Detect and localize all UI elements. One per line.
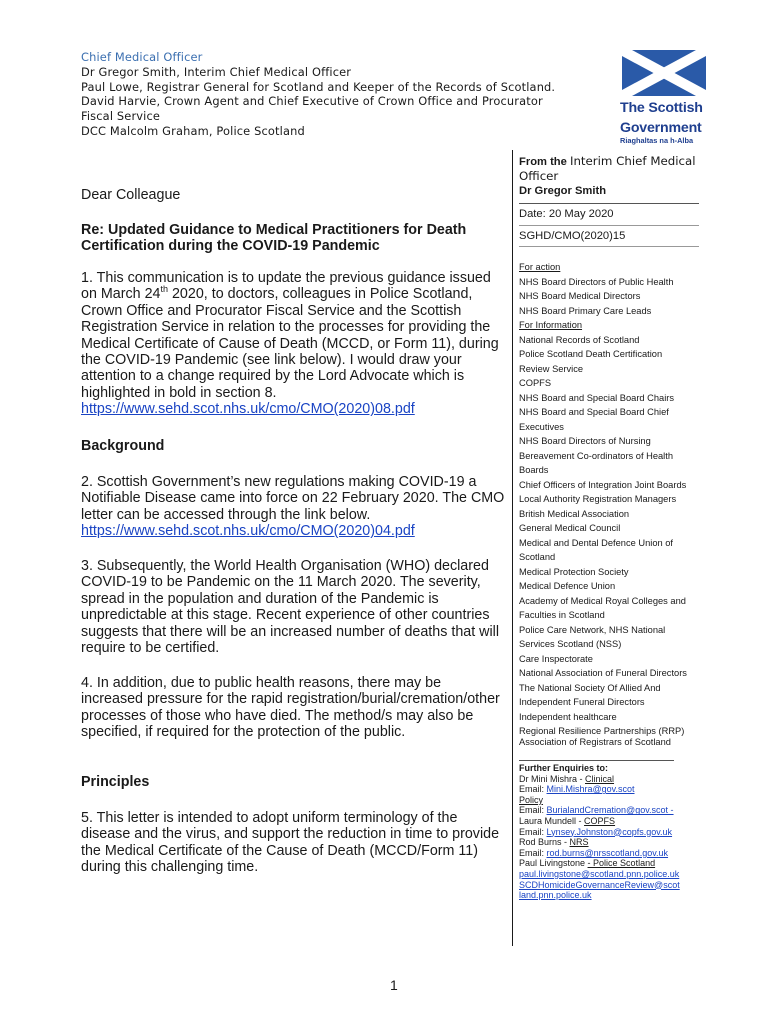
paragraph-5: 5. This letter is intended to adopt uniform terminology of the disease and the virus, and support the reduction in time to provide the Medical Certificate of the Cause of Death (MCCD/Form 11) during this challenging time.: [81, 810, 500, 876]
list-item: Boards: [519, 465, 549, 475]
for-information-heading: For Information: [519, 320, 583, 330]
list-item: Regional Resilience Partnerships (RRP): [519, 726, 685, 736]
saltire-flag-icon: [622, 50, 706, 96]
list-item: Medical Defence Union: [519, 581, 616, 591]
recipient-line: Paul Lowe, Registrar General for Scotland and Keeper of the Records of Scotland.: [81, 79, 556, 94]
list-item: British Medical Association: [519, 508, 630, 519]
subject-line: Re: Updated Guidance to Medical Practitioners for Death: [81, 222, 467, 238]
column-divider: [512, 150, 513, 946]
recipient-line: DCC Malcolm Graham, Police Scotland: [81, 123, 305, 138]
divider: [519, 246, 699, 247]
recipient-line: Fiscal Service: [81, 109, 161, 124]
scottish-government-logo: [620, 50, 706, 145]
office-title: Chief Medical Officer: [81, 50, 203, 64]
list-item: Bereavement Co-ordinators of Health: [519, 450, 673, 461]
paragraph-4: 4. In addition, due to public health reasons, there may be increased pressure for the rapid registration/burial/cremation/other processes of those who have died. The method/s may also be specified, if required for the protection of the public.: [81, 675, 500, 741]
list-item: Medical and Dental Defence Union of: [519, 537, 674, 548]
divider: [519, 225, 699, 226]
subject-line: Certification during the COVID-19 Pandemic: [81, 238, 380, 255]
distribution-list: [519, 260, 709, 748]
scd-email-link-cont[interactable]: land.pnn.police.uk: [519, 890, 592, 901]
recipient-line: David Harvie, Crown Agent and Chief Executive of Crown Office and Procurator: [81, 94, 543, 109]
salutation: Dear Colleague: [81, 187, 181, 203]
for-action-heading: For action: [519, 262, 561, 272]
subject: [81, 222, 506, 255]
list-item: The National Society Of Allied And: [519, 682, 661, 693]
list-item: Medical Protection Society: [519, 566, 629, 577]
logo-line-1: The Scottish: [620, 100, 703, 116]
paragraph-1: 1. This communication is to update the previous guidance issued on March 24th 2020, to doctors, colleagues in Police Scotland, Crown Office and Procurator Fiscal Service and the Scottish Registration Service in relation to the processes for providing the Medical Certificate of Cause of Death (MCCD, or Form 11), during the COVID-19 Pandemic (see link below). I would draw your attention to a change required by the Lord Advocate which is highlighted in bold in section 8. https://www.sehd.scot.nhs.uk/cmo/CMO(2020)08.pdf: [81, 270, 499, 418]
copfs-email-link[interactable]: Lynsey.Johnston@copfs.gov.uk: [546, 826, 673, 837]
list-item: Police Scotland Death Certification: [519, 349, 663, 359]
list-item: Independent Funeral Directors: [519, 697, 645, 707]
list-item: NHS Board and Special Board Chief: [519, 407, 669, 417]
list-item: Review Service: [519, 363, 584, 374]
paragraph-3: 3. Subsequently, the World Health Organisation (WHO) declared COVID-19 to be Pandemic on the 11 March 2020. The severity, spread in the population and duration of the Pandemic is unpredictable at this stage. Recent experience of other countries suggests that there will be an increased number of deaths that will require to be certified.: [81, 558, 500, 657]
divider: [519, 203, 699, 204]
list-item: General Medical Council: [519, 523, 621, 533]
list-item: NHS Board Directors of Public Health: [519, 276, 674, 287]
list-item: Chief Officers of Integration Joint Boards: [519, 479, 687, 490]
further-enquiries: Further Enquiries to: Dr Mini Mishra - Clinical Email: Mini.Mishra@gov.scot Policy Email: BurialandCremation@gov.scot - Laura Mundell - COPFS Email: Lynsey.Johnston@copfs.gov.uk Rod Burns - NRS Email: rod.burns@nrsscotland.gov.uk Paul Livingstone - Police Scotland paul.livingstone@scotland.pnn.police.uk SCDHomicideGovernanceReview@scot land.pnn.police.uk: [519, 763, 709, 901]
list-item: Executives: [519, 421, 564, 432]
list-item: Scotland: [519, 552, 556, 562]
from-block: From the Interim Chief Medical Officer Dr Gregor Smith Date: 20 May 2020 SGHD/CMO(2020)15: [519, 154, 709, 247]
recipient-line: Dr Gregor Smith, Interim Chief Medical Officer: [81, 64, 352, 79]
paragraph-2: 2. Scottish Government’s new regulations making COVID-19 a Notifiable Disease came into force on 22 February 2020. The CMO letter can be accessed through the link below. https://www.sehd.scot.nhs.uk/cmo/CMO(2020)04.pdf: [81, 474, 505, 540]
list-item: National Association of Funeral Directors: [519, 668, 687, 678]
list-item: NHS Board and Special Board Chairs: [519, 392, 675, 403]
sender-name: Dr Gregor Smith: [519, 184, 607, 197]
cmo-2020-08-link[interactable]: https://www.sehd.scot.nhs.uk/cmo/CMO(2020)08.pdf: [81, 401, 415, 418]
list-item: National Records of Scotland: [519, 334, 640, 345]
list-item: Independent healthcare: [519, 711, 617, 722]
logo-line-3: Riaghaltas na h-Alba: [620, 136, 694, 145]
scd-email-link[interactable]: SCDHomicideGovernanceReview@scot: [519, 879, 680, 890]
letter-reference: SGHD/CMO(2020)15: [519, 229, 626, 242]
list-item: Association of Registrars of Scotland: [519, 737, 671, 747]
list-item: Police Care Network, NHS National: [519, 624, 666, 635]
list-item: COPFS: [519, 378, 552, 388]
letter-date: Date: 20 May 2020: [519, 208, 614, 221]
enquiries-heading: Further Enquiries to:: [519, 763, 609, 773]
list-item: Faculties in Scotland: [519, 610, 605, 620]
logo-line-2: Government: [620, 120, 702, 136]
list-item: Care Inspectorate: [519, 653, 593, 664]
divider: [519, 760, 674, 761]
list-item: Academy of Medical Royal Colleges and: [519, 595, 686, 606]
mishra-email-link[interactable]: Mini.Mishra@gov.scot: [546, 784, 635, 795]
police-scotland-email-link[interactable]: paul.livingstone@scotland.pnn.police.uk: [519, 868, 680, 879]
list-item: NHS Board Primary Care Leads: [519, 305, 652, 316]
list-item: Services Scotland (NSS): [519, 639, 622, 649]
list-item: NHS Board Medical Directors: [519, 291, 641, 301]
list-item: Local Authority Registration Managers: [519, 494, 677, 504]
letter-header: [81, 50, 581, 139]
burial-cremation-email-link[interactable]: BurialandCremation@gov.scot -: [546, 805, 674, 816]
principles-heading: Principles: [81, 774, 150, 790]
background-heading: Background: [81, 438, 165, 454]
page-number: 1: [390, 977, 398, 993]
nrs-email-link[interactable]: rod.burns@nrsscotland.gov.uk: [546, 847, 669, 858]
cmo-2020-04-link[interactable]: https://www.sehd.scot.nhs.uk/cmo/CMO(2020)04.pdf: [81, 523, 415, 540]
list-item: NHS Board Directors of Nursing: [519, 436, 651, 446]
